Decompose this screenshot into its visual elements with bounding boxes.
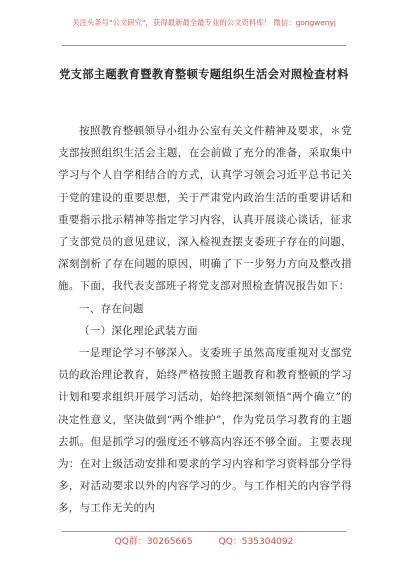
footer-qq-number: QQ：535304092	[218, 537, 294, 547]
footer-divider	[62, 531, 346, 532]
document-title: 党支部主题教育暨教育整顿专题组织生活会对照检查材料	[59, 67, 349, 81]
subsection-heading: （一）深化理论武装方面	[79, 324, 198, 337]
footer	[0, 536, 408, 548]
header-divider	[62, 45, 346, 46]
intro-paragraph: 按照教育整顿领导小组办公室有关文件精神及要求，＊党支部按照组织生活会主题，在会前做了充分的准备，采取集中学习与个人自学相结合的方式，认真学习领会习近平总书记关于党的建设的重要思想，关于严肃党内政治生活的重要讲话和重要指示批示精神等指定学习内容，认真开展谈心谈话，征求了支部党员的意见建议，深入检视查摆支委班子存在的问题，深刻剖析了存在问题的原因，明确了下一步努力方向及整改措施。下面，我代表支部班子将党支部对照检查情况报告如下：	[58, 125, 352, 293]
body-paragraph: 一是理论学习不够深入。支委班子虽然高度重视对支部党员的政治理论教育，始终严格按照主题教育和教育整顿的学习计划和要求组织开展学习活动，始终把深刻领悟“两个确立”的决定性意义，坚决做到“两个维护”，作为党员学习教育的主题去抓。但是抓学习的强度还不够高内容还不够全面。主要表现为：在对上级活动安排和要求的学习内容和学习资料部分学得多，对活动要求以外的内容学习的少。与工作相关的内容学得多，与工作无关的内	[58, 347, 352, 515]
document-body	[58, 120, 352, 520]
header-banner: 关注头条号"公文研究"，获得最新最全最专业的公文资料库！ 微信：gongwenyj	[72, 18, 336, 27]
footer-qq-group: QQ群：30265665	[114, 537, 193, 547]
section-heading: 一、存在问题	[79, 302, 144, 315]
